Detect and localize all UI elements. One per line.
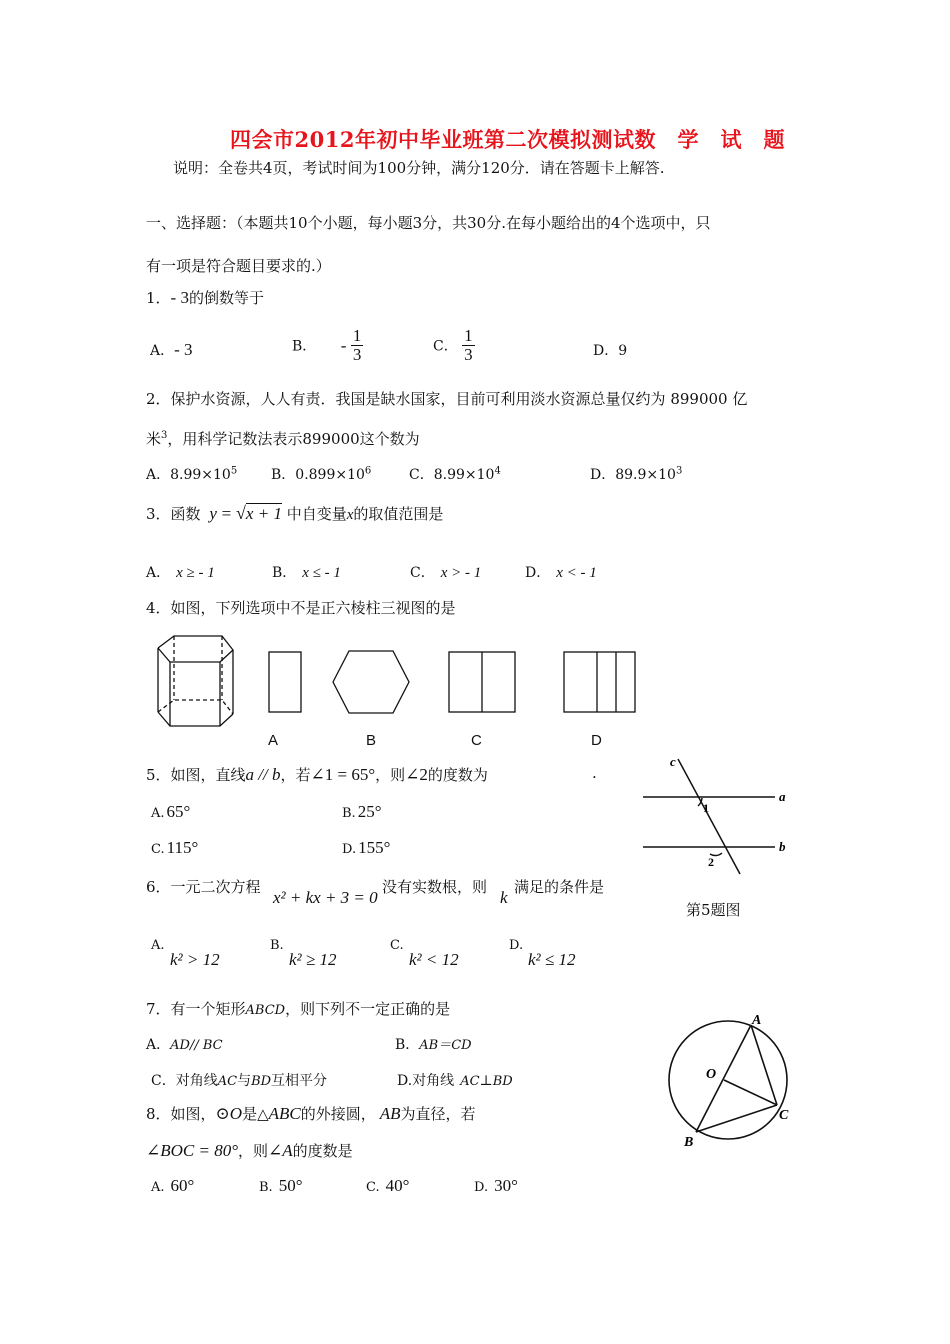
option-var: BD [251, 1074, 272, 1089]
q5-text: ，若 [280, 766, 311, 784]
question-3 [146, 503, 443, 524]
q5-option-a[interactable] [151, 802, 190, 822]
option-label: D. [397, 1073, 413, 1089]
q3-func-y: y [209, 504, 217, 523]
option-label: A． [146, 565, 171, 581]
q3-var: x [346, 507, 354, 523]
section-heading-line1: 一、选择题：（本题共10个小题，每小题3分，共30分.在每小题给出的4个选项中，只 [146, 214, 711, 232]
section-heading-line2: 有一项是符合题目要求的.） [146, 257, 331, 275]
q3-number: 3．函数 [146, 505, 201, 523]
option-label: B． [292, 338, 317, 355]
q7-option-d[interactable] [397, 1070, 513, 1090]
option-value: A．8.99×10 [146, 467, 231, 483]
q5-period: . [592, 764, 597, 782]
q3-option-b[interactable] [272, 562, 341, 582]
q3-text: 中自变量 [286, 505, 347, 523]
option-value: C．8.99×10 [409, 467, 495, 483]
q5-angle: ∠2 [405, 765, 428, 784]
fraction-denominator: 3 [352, 345, 362, 364]
parallel-lines-figure [640, 756, 800, 876]
q7-text: ，则下列不一定正确的是 [285, 1000, 451, 1018]
option-label: A． [146, 1037, 171, 1053]
q6-option-d[interactable]: k² ≤ 12 [528, 950, 576, 969]
option-label: B. [342, 806, 356, 821]
option-label: D． [525, 565, 551, 581]
point-c-label: C [779, 1108, 789, 1123]
question-4: 4．如图，下列选项中不是正六棱柱三视图的是 [146, 599, 456, 617]
option-var: BD [492, 1074, 513, 1089]
option-label: B． [395, 1037, 420, 1053]
q8-option-d[interactable] [474, 1176, 518, 1196]
q3-func-radicand: x + 1 [245, 504, 282, 523]
exam-note: 说明：全卷共4页，考试时间为100分钟，满分120分．请在答题卡上解答. [173, 159, 665, 177]
point-a-label: A [752, 1013, 762, 1028]
question-6-text [146, 876, 261, 897]
q1-option-d[interactable] [593, 340, 627, 360]
option-value: x ≤ - 1 [302, 565, 341, 581]
q2-option-d[interactable] [590, 464, 682, 484]
exponent: 3 [675, 465, 683, 477]
question-5 [146, 764, 488, 785]
exponent: 4 [494, 465, 501, 477]
line-c-label: c [670, 754, 676, 769]
q3-option-d[interactable] [525, 562, 597, 582]
q7-option-b[interactable] [395, 1034, 472, 1054]
option-text: 互相平分 [271, 1073, 328, 1089]
option-value: - 3 [174, 340, 193, 359]
option-text: 对角线 [412, 1073, 455, 1089]
q8-condition: ∠BOC = 80° [146, 1141, 239, 1160]
q6-equation: x² + kx + 3 = 0 [273, 888, 378, 907]
q8-option-b[interactable] [259, 1176, 303, 1196]
q2-option-a[interactable] [146, 464, 237, 484]
q6-text-a: 没有实数根，则 [382, 878, 488, 896]
option-label: A． [150, 343, 175, 359]
question-2-line2 [146, 428, 420, 449]
q2-superscript: 3 [161, 430, 168, 441]
q1-number: 1． [146, 289, 171, 307]
angle-2-label: 2 [708, 855, 714, 869]
option-label: C． [410, 565, 435, 581]
q6-text-b: 满足的条件是 [514, 878, 605, 896]
q2-option-b[interactable] [271, 464, 371, 484]
q5-option-c[interactable] [151, 838, 198, 858]
q2-text: 米 [146, 430, 162, 448]
figure-5-caption: 第5题图 [686, 901, 741, 919]
minus-sign: - [340, 335, 347, 355]
option-value: 60° [170, 1176, 195, 1195]
fraction-numerator: 1 [352, 326, 362, 345]
option-value: B．0.899×10 [271, 467, 365, 483]
q6-option-a[interactable]: k² > 12 [170, 950, 220, 969]
question-8-line2 [146, 1140, 353, 1161]
q3-func-eq: = [221, 504, 232, 523]
option-label: B. [259, 1180, 273, 1195]
option-label: B． [272, 565, 297, 581]
option-value: 30° [494, 1176, 518, 1195]
q7-option-a[interactable] [146, 1034, 223, 1054]
question-8-line1 [146, 1103, 476, 1124]
q6-option-c[interactable]: k² < 12 [409, 950, 459, 969]
option-value: 9 [618, 343, 628, 359]
q8-option-c[interactable] [366, 1176, 409, 1196]
q1-expr: - 3 [170, 288, 189, 307]
point-o-label: O [706, 1067, 717, 1082]
option-d-three-rectangles-figure [563, 651, 636, 713]
q1-text: 的倒数等于 [188, 289, 264, 307]
fraction-denominator: 3 [464, 345, 473, 364]
q3-option-a[interactable] [146, 562, 215, 582]
q5-option-b[interactable] [342, 802, 382, 822]
option-a-rectangle-figure [268, 651, 302, 713]
q8-circle: ⊙O [215, 1104, 243, 1123]
q6-text: 6．一元二次方程 [146, 878, 261, 896]
question-1 [146, 287, 264, 308]
option-var: AC [217, 1074, 238, 1089]
option-label: D． [593, 343, 619, 359]
q5-option-d[interactable] [342, 838, 390, 858]
option-value: 65° [166, 802, 191, 821]
q6-option-d-label: D. [509, 938, 524, 953]
circumcircle-figure [662, 1008, 802, 1153]
q6-option-b[interactable]: k² ≥ 12 [289, 950, 337, 969]
option-label: D. [342, 842, 357, 857]
q8-text: 是△ [242, 1105, 269, 1123]
option-value: x > - 1 [440, 565, 482, 581]
exponent: 5 [230, 465, 238, 477]
question-7 [146, 998, 450, 1019]
q2-option-c[interactable] [409, 464, 501, 484]
q6-var-k: k [500, 888, 508, 907]
q8-text: 的外接圆， [300, 1105, 376, 1123]
option-value: 115° [166, 838, 199, 857]
q8-text: 为直径，若 [400, 1105, 476, 1123]
q6-option-b-label: B. [270, 938, 284, 953]
q2-text: ，用科学记数法表示899000这个数为 [167, 430, 420, 448]
option-label: C． [151, 1073, 176, 1089]
option-value: 40° [385, 1176, 410, 1195]
line-a-label: a [779, 789, 786, 804]
q5-text: 5．如图，直线 [146, 766, 246, 784]
page-title: 四会市2012年初中毕业班第二次模拟测试数 学 试 题 [230, 127, 785, 152]
q3-text: 的取值范围是 [353, 505, 444, 523]
option-value: AB＝CD [419, 1038, 472, 1053]
option-value: x ≥ - 1 [176, 565, 215, 581]
q4-label-a: A [268, 732, 279, 749]
option-value: D．89.9×10 [590, 467, 676, 483]
radical-icon: √ [236, 503, 246, 523]
exponent: 6 [364, 465, 372, 477]
option-value: 50° [278, 1176, 303, 1195]
q6-option-c-label: C. [390, 938, 404, 953]
question-2-line1: 2．保护水资源，人人有责．我国是缺水国家，目前可利用淡水资源总量仅约为 899000 亿 [146, 390, 748, 408]
option-value: 25° [357, 802, 382, 821]
q7-text: 7．有一个矩形 [146, 1000, 246, 1018]
q8-text: ，则 [238, 1142, 269, 1160]
q7-option-c[interactable] [151, 1070, 327, 1090]
q7-rect: ABCD [245, 1003, 286, 1018]
option-value: 155° [358, 838, 391, 857]
option-value: AD// BC [170, 1038, 223, 1053]
option-c-two-rectangles-figure [448, 651, 516, 713]
q8-diameter: AB [379, 1104, 401, 1123]
q4-label-b: B [366, 732, 377, 749]
q8-option-a[interactable] [151, 1176, 194, 1196]
q8-text: 8．如图， [146, 1105, 216, 1123]
q3-option-c[interactable] [410, 562, 481, 582]
option-text: ⊥ [479, 1073, 493, 1089]
q1-option-b[interactable] [292, 327, 363, 364]
option-text: 对角线 [175, 1073, 218, 1089]
option-b-hexagon-figure [331, 649, 411, 715]
q1-option-c[interactable] [433, 327, 475, 364]
q5-cond-parallel: a // b [245, 765, 281, 784]
option-label: C. [151, 842, 165, 857]
angle-1-label: 1 [703, 801, 709, 815]
option-label: D. [474, 1180, 489, 1195]
q4-label-c: C [471, 732, 482, 749]
q8-angle: ∠A [268, 1141, 293, 1160]
hexagonal-prism-figure [150, 632, 240, 732]
q8-triangle: ABC [268, 1104, 301, 1123]
option-text: 与 [237, 1073, 252, 1089]
q8-text: 的度数是 [292, 1142, 353, 1160]
q5-cond-angle: ∠1 = 65° [310, 765, 376, 784]
q5-text: ，则 [375, 766, 406, 784]
option-var: AC [460, 1074, 480, 1089]
option-label: C. [366, 1180, 380, 1195]
q1-option-a[interactable] [150, 340, 193, 360]
fraction-numerator: 1 [464, 326, 473, 345]
option-value: x < - 1 [556, 565, 597, 581]
option-label: A. [151, 806, 165, 821]
q5-text: 的度数为 [427, 766, 488, 784]
point-b-label: B [684, 1135, 694, 1150]
option-label: A. [151, 1180, 165, 1195]
option-label: C． [433, 338, 458, 355]
q4-label-d: D [591, 732, 602, 749]
q6-option-a-label: A. [151, 938, 165, 953]
line-b-label: b [779, 839, 786, 854]
